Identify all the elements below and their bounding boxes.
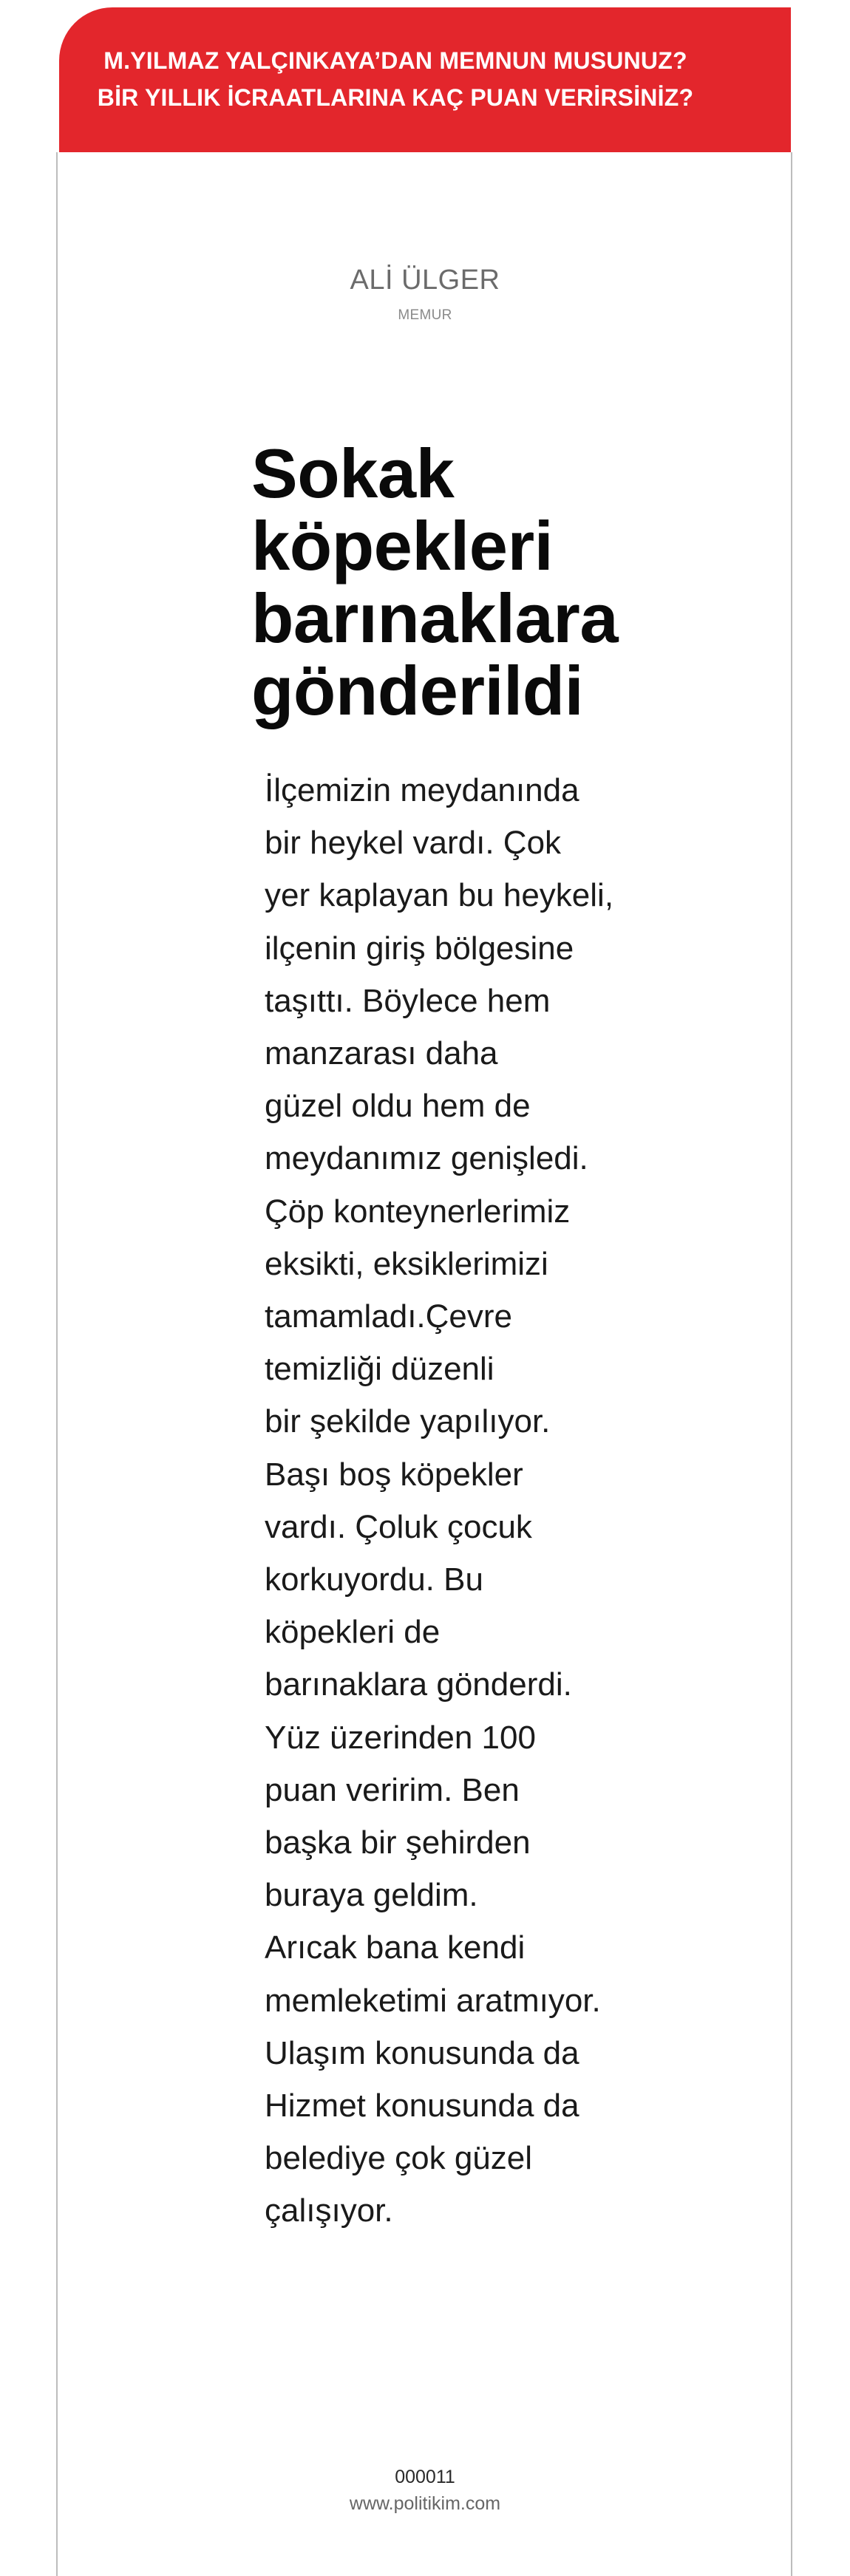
body-line: meydanımız genişledi. (265, 1140, 588, 1177)
header-question-line-1: M.YILMAZ YALÇINKAYA’DAN MEMNUN MUSUNUZ? (103, 47, 687, 74)
body-line: Ulaşım konusunda da (265, 2034, 579, 2071)
body-line: köpekleri de (265, 1614, 441, 1651)
article-body (265, 764, 679, 2238)
page-border-right (791, 152, 792, 2576)
body-line: temizliği düzenli (265, 1351, 494, 1388)
author-name: ALİ ÜLGER (350, 265, 500, 296)
body-line: puan veririm. Ben (265, 1771, 520, 1808)
body-line: başka bir şehirden (265, 1824, 531, 1861)
body-line: manzarası daha (265, 1035, 498, 1072)
body-line: bir şekilde yapılıyor. (265, 1403, 551, 1440)
body-line: Çöp konteynerlerimiz (265, 1193, 571, 1230)
author-role: MEMUR (398, 307, 452, 323)
headline-line: Sokak (251, 435, 455, 512)
body-line: barınaklara gönderdi. (265, 1666, 572, 1703)
headline-line: barınaklara (251, 579, 619, 657)
body-line: İlçemizin meydanında (265, 772, 579, 808)
body-line: eksikti, eksiklerimizi (265, 1245, 548, 1282)
body-line: belediye çok güzel (265, 2140, 533, 2177)
headline-line: köpekleri (251, 507, 554, 585)
body-line: taşıttı. Böylece hem (265, 982, 551, 1019)
body-line: Başı boş köpekler (265, 1456, 523, 1493)
body-line: ilçenin giriş bölgesine (265, 930, 574, 967)
body-line: yer kaplayan bu heykeli, (265, 877, 614, 914)
body-line: Hizmet konusunda da (265, 2088, 579, 2124)
article-headline (251, 437, 710, 727)
body-line: tamamladı.Çevre (265, 1298, 513, 1335)
page-border-left (56, 152, 58, 2576)
header-question-line-2: BİR YILLIK İCRAATLARINA KAÇ PUAN VERİRSİNİZ? (97, 84, 694, 111)
body-line: memleketimi aratmıyor. (265, 1982, 601, 2019)
body-line: Arıcak bana kendi (265, 1929, 526, 1966)
body-line: korkuyordu. Bu (265, 1561, 483, 1598)
footer-website-link[interactable]: www.politikim.com (349, 2493, 501, 2514)
body-line: buraya geldim. (265, 1877, 478, 1914)
body-line: Yüz üzerinden 100 (265, 1719, 536, 1756)
header-banner (59, 7, 791, 152)
footer-code: 000011 (395, 2467, 455, 2487)
body-line: çalışıyor. (265, 2192, 393, 2229)
body-line: bir heykel vardı. Çok (265, 825, 562, 862)
body-line: güzel oldu hem de (265, 1088, 531, 1125)
body-line: vardı. Çoluk çocuk (265, 1508, 532, 1545)
headline-line: gönderildi (251, 652, 584, 729)
